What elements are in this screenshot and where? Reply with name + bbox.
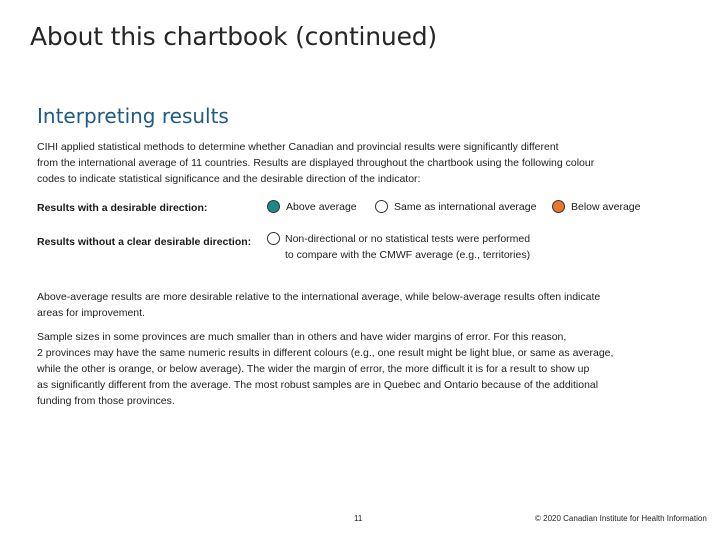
intro-line: CIHI applied statistical methods to determine whether Canadian and provincial results were significantly different xyxy=(37,141,559,153)
legend-below-average xyxy=(552,200,640,213)
results-paragraph xyxy=(37,289,600,321)
unclear-direction-label: Results without a clear desirable direction: xyxy=(37,236,252,248)
above-average-swatch-icon xyxy=(267,200,280,213)
paragraph-line: areas for improvement. xyxy=(37,307,145,319)
legend-above-average xyxy=(267,200,357,213)
intro-line: codes to indicate statistical significance and the desirable direction of the indicator: xyxy=(37,173,421,185)
desirable-direction-label: Results with a desirable direction: xyxy=(37,202,208,214)
legend-label: to compare with the CMWF average (e.g., territories) xyxy=(285,249,531,261)
non-directional-swatch-icon xyxy=(267,232,280,245)
paragraph-line: 2 provinces may have the same numeric results in different colours (e.g., one result might be light blue, or same as average, xyxy=(37,347,614,359)
intro-line: from the international average of 11 countries. Results are displayed throughout the chartbook using the following colour xyxy=(37,157,595,169)
section-title: Interpreting results xyxy=(37,104,229,128)
paragraph-line: Sample sizes in some provinces are much smaller than in others and have wider margins of error. For this reason, xyxy=(37,331,567,343)
paragraph-line: as significantly different from the average. The most robust samples are in Quebec and Ontario because of the additional xyxy=(37,379,599,391)
legend-same-average xyxy=(375,200,536,213)
legend-label: Non-directional or no statistical tests were performed xyxy=(285,233,531,245)
paragraph-line: funding from those provinces. xyxy=(37,395,175,407)
legend-label: Below average xyxy=(571,200,641,213)
below-average-swatch-icon xyxy=(552,200,565,213)
page-title: About this chartbook (continued) xyxy=(30,22,437,51)
same-average-swatch-icon xyxy=(375,200,388,213)
legend-non-directional xyxy=(267,231,530,263)
paragraph-line: while the other is orange, or below average). The wider the margin of error, the more difficult it is for a result to show up xyxy=(37,363,590,375)
page-number: 11 xyxy=(354,514,363,523)
legend-label: Above average xyxy=(286,200,357,213)
copyright-notice: © 2020 Canadian Institute for Health Information xyxy=(535,514,707,523)
sample-size-paragraph xyxy=(37,329,613,409)
intro-paragraph xyxy=(37,139,594,187)
legend-label: Same as international average xyxy=(394,200,537,213)
paragraph-line: Above-average results are more desirable relative to the international average, while below-average results often indicate xyxy=(37,291,601,303)
